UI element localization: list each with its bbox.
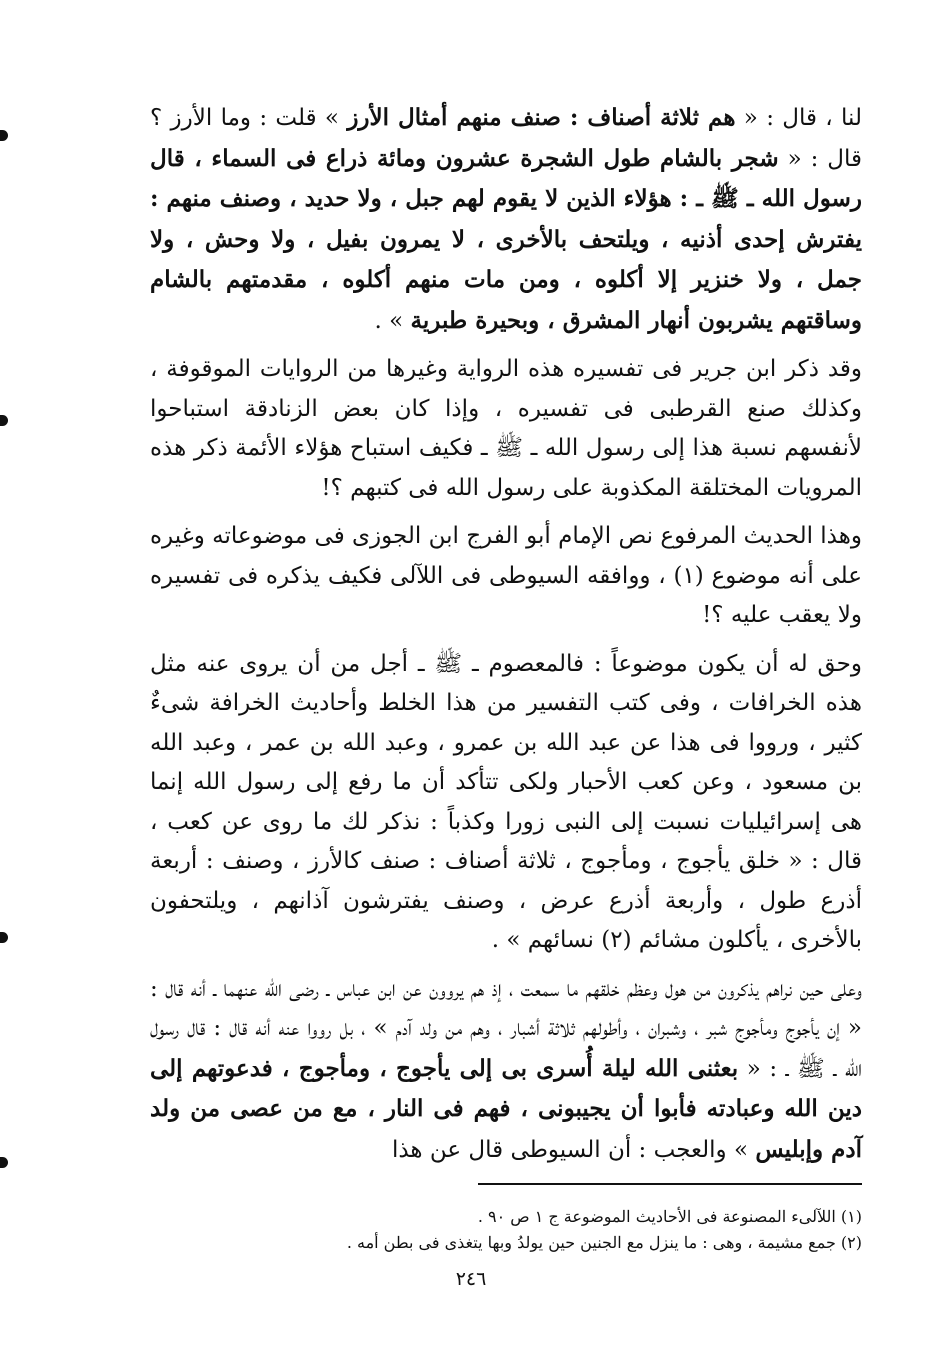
footnote-2: (٢) جمع مشيمة ، وهى : ما ينزل مع الجنين حين يولدُ وبها يتغذى فى بطن أمه . [346, 1233, 862, 1252]
scan-edge-mark [0, 130, 8, 141]
page-body [150, 98, 862, 1179]
paragraph-text: » قلت : وما الأرز ؟ قال : « [150, 105, 862, 172]
footnotes [150, 1204, 862, 1256]
page-number: ٢٤٦ [455, 1268, 487, 1290]
footnote-1: (١) اللآلىء المصنوعة فى الأحاديث الموضوعة ج ١ ص ٩٠ . [477, 1207, 862, 1226]
paragraph [150, 517, 862, 636]
quoted-hadith-text: هم ثلاثة أصناف : صنف منهم أمثال الأرز [347, 104, 736, 131]
paragraph [150, 645, 862, 961]
paragraph-text: » . [374, 307, 411, 334]
paragraph [150, 98, 862, 341]
paragraph-text: وقد ذكر ابن جرير فى تفسيره هذه الرواية وغيرها من الروايات الموقوفة ، وكذلك صنع القرطبى فى تفسيره ، وإذا كان بعض الزنادقة استباحوا لأنفسهم نسبة هذا إلى رسول الله ـ ﷺ ـ فكيف استباح هؤلاء الأئمة ذكر هذه المرويات المختلقة المكذوبة على رسول الله فى كتبهم ؟! [150, 356, 862, 501]
paragraph-text: » والعجب : أن السيوطى قال عن هذا [391, 1136, 756, 1163]
scan-edge-mark [0, 932, 8, 943]
scan-edge-mark [0, 1157, 8, 1168]
paragraph-text: وهذا الحديث المرفوع نص الإمام أبو الفرج ابن الجوزى فى موضوعاته وغيره على أنه موضوع (١) ، ووافقه السيوطى فى اللآلى فكيف يذكره فى تفسيره ولا يعقب عليه ؟! [150, 523, 862, 628]
paragraph [150, 350, 862, 508]
paragraph-text: لنا ، قال : « [735, 105, 863, 131]
paragraph [150, 970, 862, 1171]
quoted-hadith-text: بعثنى الله ليلة أُسرى بى إلى يأجوج ، ومأجوج ، فدعوتهم إلى دين الله وعبادته فأبوا أن يجيبونى ، فهم فى النار ، مع من عصى من ولد آدم وإبليس [150, 1054, 862, 1163]
quoted-hadith-text: شجر بالشام طول الشجرة عشرون ومائة ذراع فى السماء ، قال رسول الله ـ ﷺ ـ : هؤلاء الذين لا يقوم لهم جبل ، ولا حديد ، وصنف منهم : يفترش إحدى أذنيه ، ويلتحف بالأخرى ، لا يمرون بفيل ، ولا وحش ، ولا جمل ، ولا خنزير إلا أكلوه ، ومن مات منهم أكلوه ، مقدمتهم بالشام وساقتهم يشربون أنهار المشرق ، وبحيرة طبرية [150, 144, 862, 334]
paragraph-text: وعلى حين نراهم يذكرون من هول وعظم خلقهم ما سمعت ، إذ هم يروون عن ابن عباس ـ رضى الله عنهما ـ أنه قال : « إن يأجوج ومأجوج شبر ، وشبران ، وأطولهم ثلاثة أشبار ، وهم من ولد آدم » ، بل رووا عنه أنه قال : قال رسول الله ـ ﷺ ـ : « [150, 975, 863, 1082]
scan-edge-mark [0, 415, 8, 426]
footnote-divider [478, 1183, 862, 1185]
paragraph-text: وحق له أن يكون موضوعاً : فالمعصوم ـ ﷺ ـ أجل من أن يروى عنه مثل هذه الخرافات ، وفى كتب التفسير من هذا الخلط وأحاديث الخرافة شىءٌ كثير ، ورووا فى هذا عن عبد الله بن عمرو ، وعبد الله بن عمر ، وعبد الله بن مسعود ، وعن كعب الأحبار ولكى تتأكد أن ما رفع إلى رسول الله إنما هى إسرائيليات نسبت إلى النبى زورا وكذباً : نذكر لك ما روى عن كعب ، قال : « خلق يأجوج ، ومأجوج ، ثلاثة أصناف : صنف كالأرز ، وصنف : أربعة أذرع طول ، وأربعة أذرع عرض ، وصنف يفترشون آذانهم ، ويلتحفون بالأخرى ، يأكلون مشائم (٢) نسائهم » . [150, 650, 862, 953]
